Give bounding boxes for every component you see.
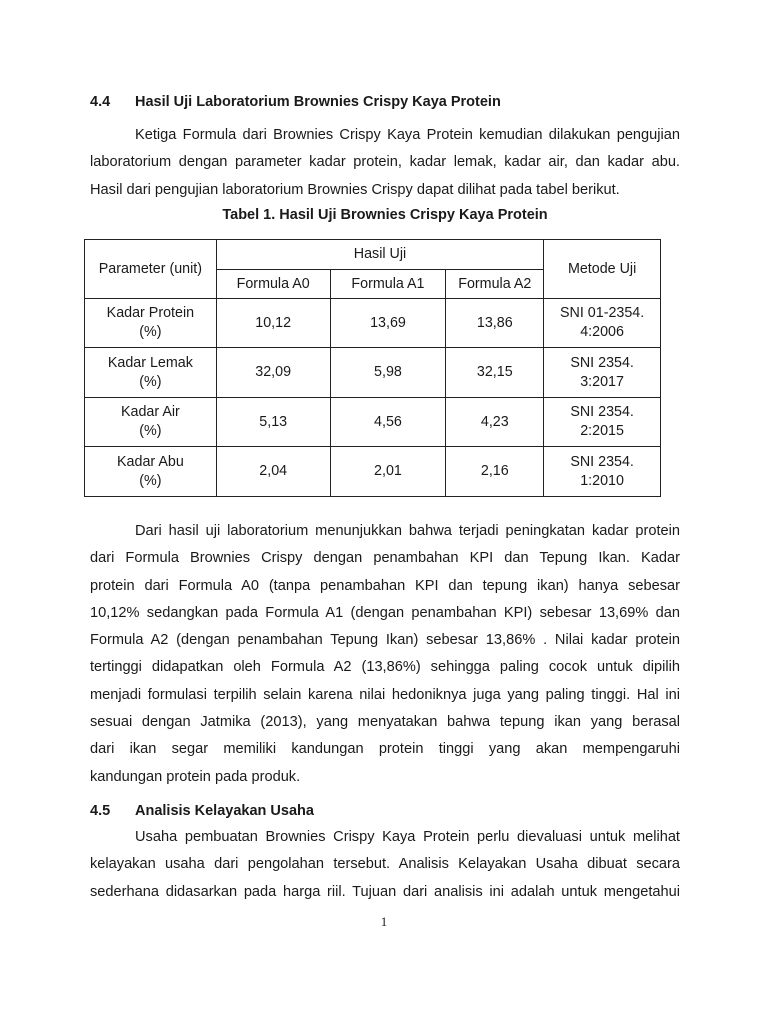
value-cell: 32,15 bbox=[446, 348, 544, 398]
value-cell: 4,56 bbox=[330, 398, 446, 447]
intro-paragraph bbox=[90, 122, 680, 204]
method-cell bbox=[544, 447, 661, 497]
section-title: Hasil Uji Laboratorium Brownies Crispy Kaya Protein bbox=[135, 94, 501, 110]
section-title: Analisis Kelayakan Usaha bbox=[135, 803, 314, 819]
value-cell: 2,16 bbox=[446, 447, 544, 497]
table-row bbox=[85, 398, 661, 447]
paragraph-line: menjadi formulasi terpilih selain karena nilai hedoniknya juga yang paling tinggi. Hal ini bbox=[90, 686, 680, 703]
value-cell: 2,01 bbox=[330, 447, 446, 497]
param-unit: (%) bbox=[139, 423, 162, 439]
section-number: 4.4 bbox=[90, 94, 111, 110]
page-number: 1 bbox=[380, 914, 388, 929]
value-cell: 13,86 bbox=[446, 299, 544, 348]
paragraph-line: Usaha pembuatan Brownies Crispy Kaya Protein perlu dievaluasi untuk melihat bbox=[135, 829, 680, 845]
method-cell bbox=[544, 348, 661, 398]
paragraph-line: dari Formula Brownies Crispy dengan penambahan KPI dan Tepung Ikan. Kadar bbox=[90, 550, 680, 567]
paragraph-line: kelayakan usaha dari pengolahan tersebut. Analisis Kelayakan Usaha dibuat secara bbox=[90, 856, 680, 873]
header-formula-a0: Formula A0 bbox=[216, 270, 330, 299]
method-line: SNI 2354. bbox=[570, 453, 634, 470]
section-heading-4-5 bbox=[90, 803, 314, 819]
paragraph-line: dari ikan segar memiliki kandungan protein tinggi yang akan mempengaruhi bbox=[90, 741, 680, 758]
paragraph-line: kandungan protein pada produk. bbox=[90, 768, 301, 785]
paragraph-line: Ketiga Formula dari Brownies Crispy Kaya Protein kemudian dilakukan pengujian bbox=[135, 127, 680, 143]
value-cell: 4,23 bbox=[446, 398, 544, 447]
param-name: Kadar Protein bbox=[106, 305, 195, 321]
results-table bbox=[84, 239, 661, 497]
param-unit: (%) bbox=[139, 324, 162, 340]
param-cell bbox=[85, 299, 217, 348]
paragraph-line: sederhana didasarkan pada harga riil. Tujuan dari analisis ini adalah untuk mengetahui bbox=[90, 883, 680, 900]
param-cell bbox=[85, 447, 217, 497]
paragraph-line: sesuai dengan Jatmika (2013), yang menyatakan bahwa tepung ikan yang berasal bbox=[90, 714, 680, 731]
header-formula-a2: Formula A2 bbox=[446, 270, 544, 299]
paragraph-line: protein dari Formula A0 (tanpa penambahan KPI dan tepung ikan) hanya sebesar bbox=[90, 577, 680, 594]
table-row bbox=[85, 447, 661, 497]
header-parameter: Parameter (unit) bbox=[85, 240, 217, 299]
discussion-paragraph bbox=[90, 518, 680, 791]
header-formula-a1: Formula A1 bbox=[330, 270, 446, 299]
method-line: SNI 2354. bbox=[570, 354, 634, 371]
value-cell: 2,04 bbox=[216, 447, 330, 497]
method-line: SNI 2354. bbox=[570, 404, 634, 420]
param-name: Kadar Air bbox=[120, 404, 180, 420]
value-cell: 13,69 bbox=[330, 299, 446, 348]
param-unit: (%) bbox=[139, 373, 162, 390]
method-line: SNI 01-2354. bbox=[559, 305, 645, 321]
table-header-row bbox=[85, 240, 661, 270]
paragraph-line: tertinggi didapatkan oleh Formula A2 (13,86%) sehingga paling cocok untuk dipilih bbox=[90, 659, 680, 676]
param-unit: (%) bbox=[139, 472, 162, 489]
value-cell: 5,98 bbox=[330, 348, 446, 398]
method-line: 2:2015 bbox=[580, 423, 624, 439]
method-line: 3:2017 bbox=[580, 373, 624, 390]
table-row bbox=[85, 348, 661, 398]
param-name: Kadar Abu bbox=[117, 453, 184, 470]
method-cell bbox=[544, 299, 661, 348]
paragraph-line: 10,12% sedangkan pada Formula A1 (dengan penambahan KPI) sebesar 13,69% dan bbox=[90, 604, 680, 621]
param-name: Kadar Lemak bbox=[107, 354, 193, 371]
section-number: 4.5 bbox=[90, 803, 111, 819]
method-cell bbox=[544, 398, 661, 447]
section-4-5-paragraph bbox=[90, 824, 680, 906]
value-cell: 32,09 bbox=[216, 348, 330, 398]
param-cell bbox=[85, 398, 217, 447]
param-cell bbox=[85, 348, 217, 398]
value-cell: 5,13 bbox=[216, 398, 330, 447]
header-hasil-uji: Hasil Uji bbox=[216, 240, 543, 270]
paragraph-line: Dari hasil uji laboratorium menunjukkan bahwa terjadi peningkatan kadar protein bbox=[135, 523, 680, 539]
section-heading-4-4 bbox=[90, 94, 501, 110]
header-metode-uji: Metode Uji bbox=[544, 240, 661, 299]
method-line: 1:2010 bbox=[580, 472, 624, 489]
table-row bbox=[85, 299, 661, 348]
table-caption: Tabel 1. Hasil Uji Brownies Crispy Kaya Protein bbox=[222, 207, 548, 223]
paragraph-line: Hasil dari pengujian laboratorium Brownies Crispy dapat dilihat pada tabel berikut. bbox=[90, 181, 620, 198]
method-line: 4:2006 bbox=[580, 324, 624, 340]
value-cell: 10,12 bbox=[216, 299, 330, 348]
paragraph-line: laboratorium dengan parameter kadar protein, kadar lemak, kadar air, dan kadar abu. bbox=[90, 154, 680, 171]
paragraph-line: Formula A2 (dengan penambahan Tepung Ikan) sebesar 13,86% . Nilai kadar protein bbox=[90, 632, 680, 649]
